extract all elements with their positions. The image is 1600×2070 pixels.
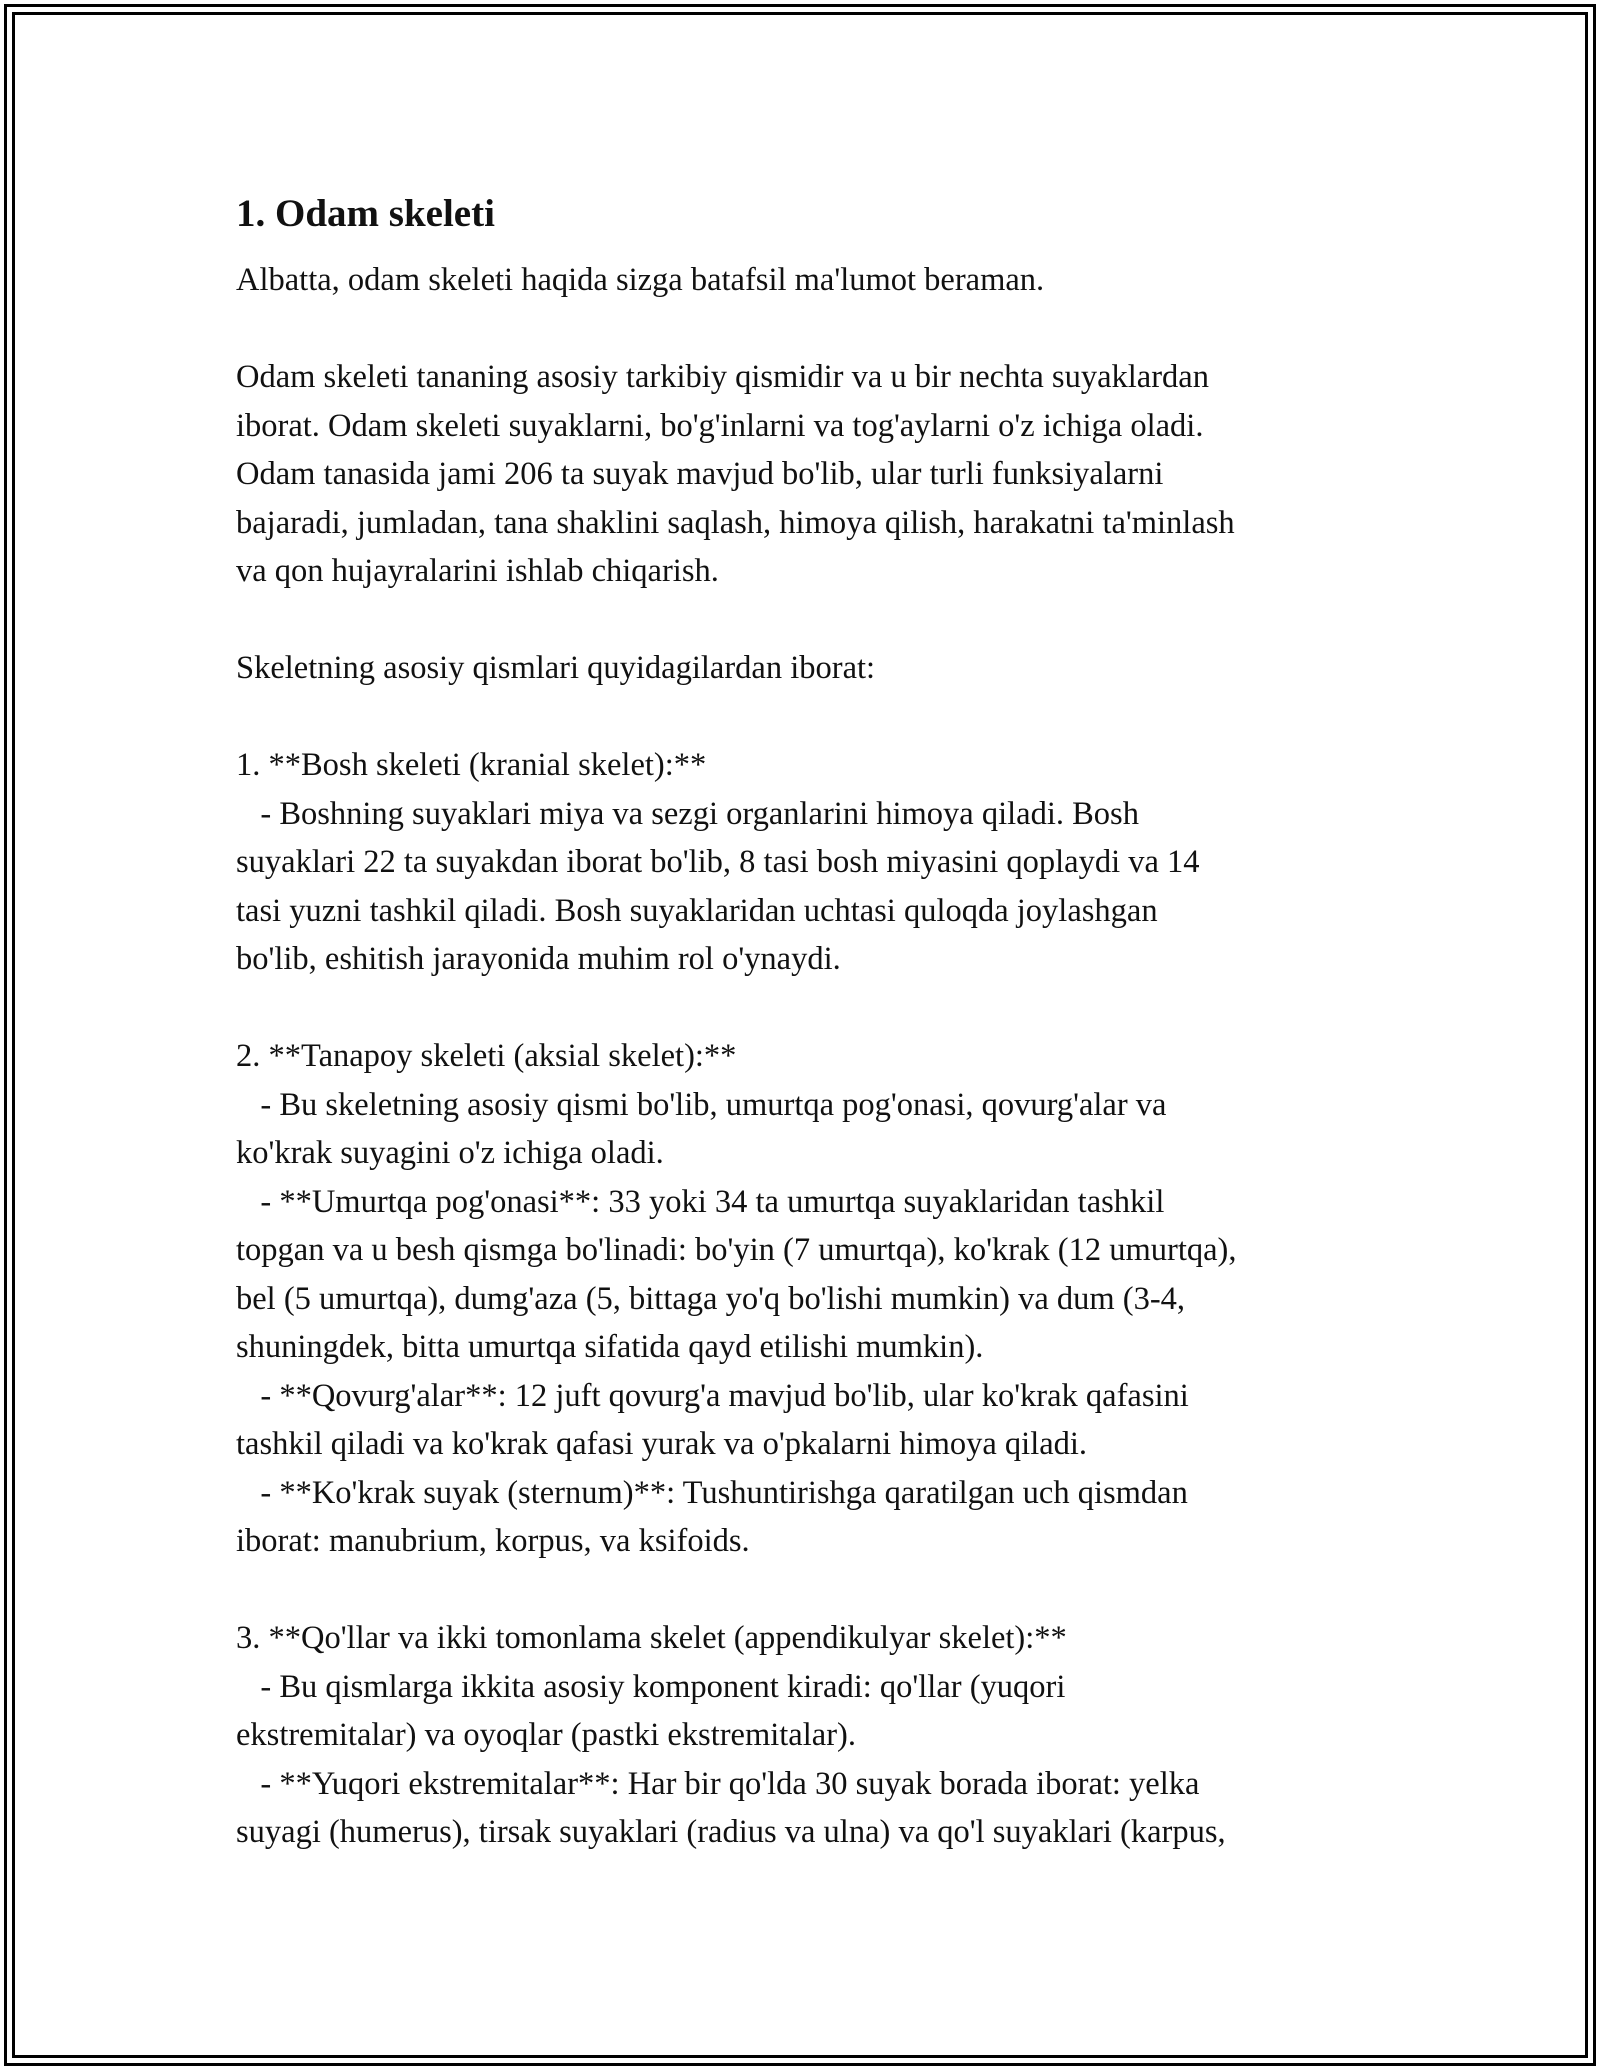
document-body: Albatta, odam skeleti haqida sizga batafsil ma'lumot beraman. Odam skeleti tananing asosiy tarkibiy qismidir va u bir nechta suyaklardan iborat. Odam skeleti suyaklarni, bo'g'inlarni va tog'aylarni o'z ichiga oladi. Odam tanasida jami 206 ta suyak mavjud bo'lib, ular turli funksiyalarni bajaradi, jumladan, tana shaklini saqlash, himoya qilish, harakatni ta'minlash va qon hujayralarini ishlab chiqarish. Skeletning asosiy qismlari quyidagilardan iborat: 1. **Bosh skeleti (kranial skelet):** - Boshning suyaklari miya va sezgi organlarini himoya qiladi. Bosh suyaklari 22 ta suyakdan iborat bo'lib, 8 tasi bosh miyasini qoplaydi va 14 tasi yuzni tashkil qiladi. Bosh suyaklaridan uchtasi quloqda joylashgan bo'lib, eshitish jarayonida muhim rol o'ynaydi. 2. **Tanapoy skeleti (aksial skelet):** - Bu skeletning asosiy qismi bo'lib, umurtqa pog'onasi, qovurg'alar va ko'krak suyagini o'z ichiga oladi. - **Umurtqa pog'onasi**: 33 yoki 34 ta umurtqa suyaklaridan tashkil topgan va u besh qismga bo'linadi: bo'yin (7 umurtqa), ko'krak (12 umurtqa), bel (5 umurtqa), dumg'aza (5, bittaga yo'q bo'lishi mumkin) va dum (3-4, shuningdek, bitta umurtqa sifatida qayd etilishi mumkin). - **Qovurg'alar**: 12 juft qovurg'a mavjud bo'lib, ular ko'krak qafasini tashkil qiladi va ko'krak qafasi yurak va o'pkalarni himoya qiladi. - **Ko'krak suyak (sternum)**: Tushuntirishga qaratilgan uch qismdan iborat: manubrium, korpus, va ksifoids. 3. **Qo'llar va ikki tomonlama skelet (appendikulyar skelet):** - Bu qismlarga ikkita asosiy komponent kiradi: qo'llar (yuqori ekstremitalar) va oyoqlar (pastki ekstremitalar). - **Yuqori ekstremitalar**: Har bir qo'lda 30 suyak borada iborat: yelka suyagi (humerus), tirsak suyaklari (radius va ulna) va qo'l suyaklari (karpus,	[236, 262, 1237, 1850]
document-title: 1. Odam skeleti	[236, 192, 495, 235]
document-page	[236, 186, 1396, 1857]
